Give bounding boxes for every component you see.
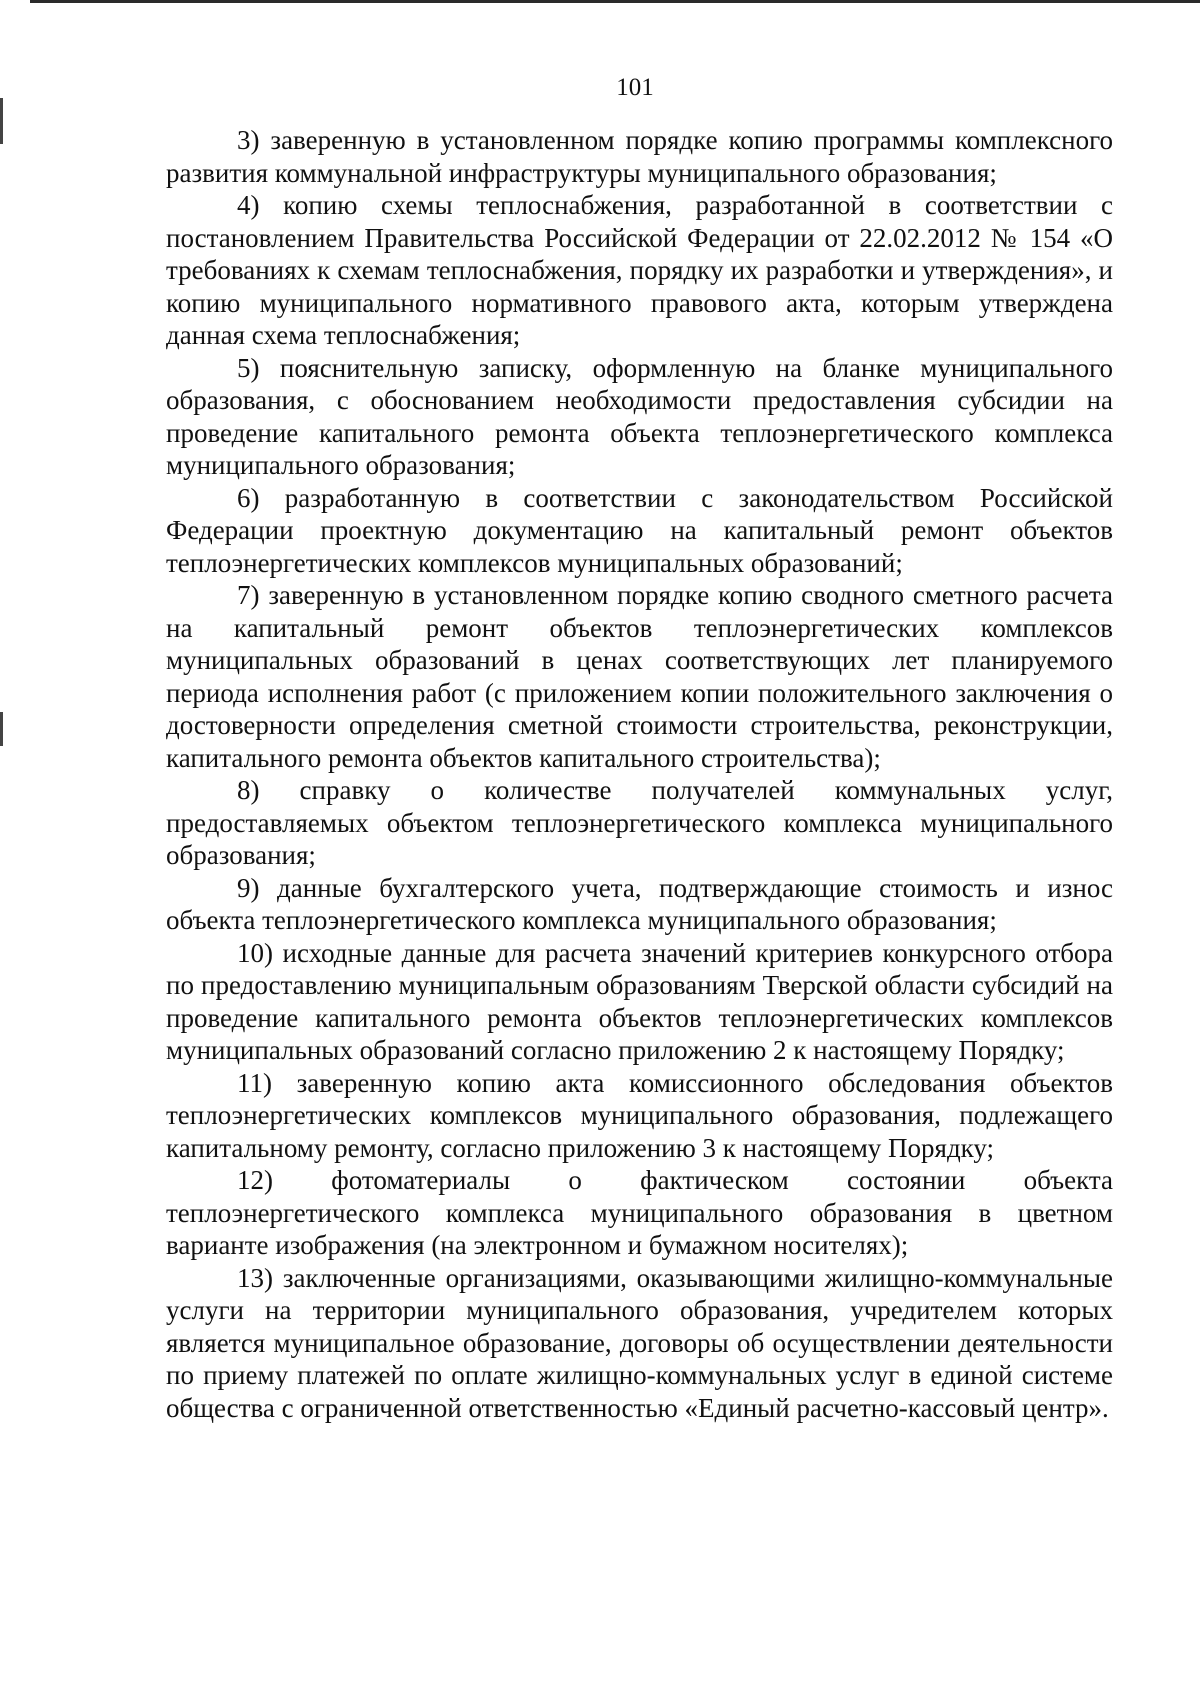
list-item: 4) копию схемы теплоснабжения, разработанной в соответствии с постановлением Правительства Российской Федерации от 22.02.2012 № 154 «О требованиях к схемам теплоснабжения, порядку их разработки и утверждения», и копию муниципального нормативного правового акта, которым утверждена данная схема теплоснабжения; xyxy=(166,190,1113,350)
scan-margin-mark xyxy=(0,712,3,746)
list-item: 11) заверенную копию акта комиссионного обследования объектов теплоэнергетических комплексов муниципального образования, подлежащего капитальному ремонту, согласно приложению 3 к настоящему Порядку; xyxy=(166,1067,1113,1163)
list-item: 6) разработанную в соответствии с законодательством Российской Федерации проектную документацию на капитальный ремонт объектов теплоэнергетических комплексов муниципальных образований; xyxy=(166,482,1113,578)
list-item: 7) заверенную в установленном порядке копию сводного сметного расчета на капитальный ремонт объектов теплоэнергетических комплексов муниципальных образований в ценах соответствующих лет планируемого периода исполнения работ (с приложением копии положительного заключения о достоверности определения сметной стоимости строительства, реконструкции, капитального ремонта объектов капитального строительства); xyxy=(166,580,1113,773)
list-item: 12) фотоматериалы о фактическом состоянии объекта теплоэнергетического комплекса муниципального образования в цветном варианте изображения (на электронном и бумажном носителях); xyxy=(166,1165,1113,1260)
list-item: 8) справку о количестве получателей коммунальных услуг, предоставляемых объектом теплоэнергетического комплекса муниципального образования; xyxy=(166,775,1113,870)
top-border-line xyxy=(30,0,1200,3)
list-item: 5) пояснительную записку, оформленную на бланке муниципального образования, с обоснованием необходимости предоставления субсидии на проведение капитального ремонта объекта теплоэнергетического комплекса муниципального образования; xyxy=(166,352,1113,480)
list-item: 9) данные бухгалтерского учета, подтверждающие стоимость и износ объекта теплоэнергетического комплекса муниципального образования; xyxy=(166,872,1113,935)
list-item: 10) исходные данные для расчета значений критериев конкурсного отбора по предоставлению муниципальным образованиям Тверской области субсидий на проведение капитального ремонта объектов теплоэнергетических комплексов муниципальных образований согласно приложению 2 к настоящему Порядку; xyxy=(166,937,1113,1065)
list-item: 13) заключенные организациями, оказывающими жилищно-коммунальные услуги на территории муниципального образования, учредителем которых является муниципальное образование, договоры об осуществлении деятельности по приему платежей по оплате жилищно-коммунальных услуг в единой системе общества с ограниченной ответственностью «Единый расчетно-кассовый центр». xyxy=(166,1262,1113,1423)
list-item: 3) заверенную в установленном порядке копию программы комплексного развития коммунальной инфраструктуры муниципального образования; xyxy=(166,125,1113,188)
scan-margin-mark xyxy=(0,98,3,144)
page-number: 101 xyxy=(616,74,654,101)
document-body xyxy=(166,124,1113,1424)
